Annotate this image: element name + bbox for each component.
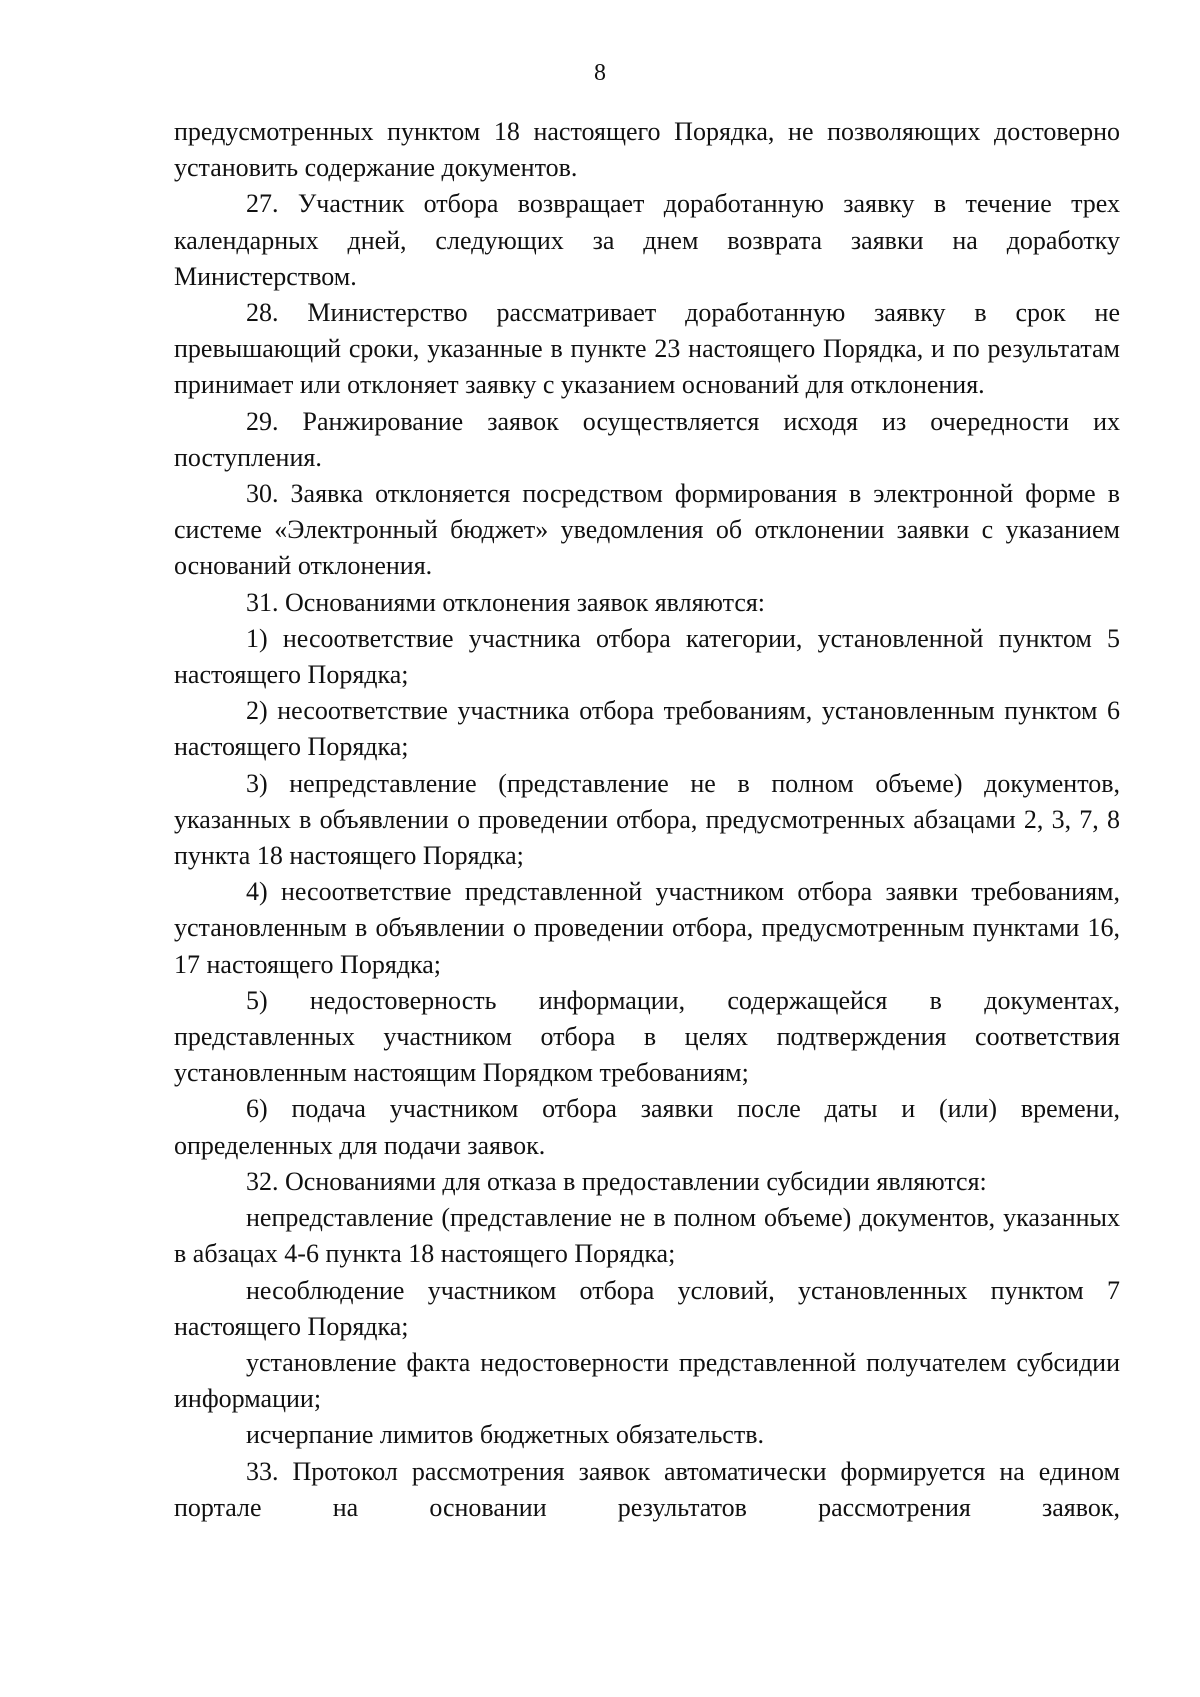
paragraph: 6) подача участником отбора заявки после даты и (или) времени, определенных для подачи заявок. [174,1094,1120,1160]
paragraph: несоблюдение участником отбора условий, установленных пунктом 7 настоящего Порядка; [174,1275,1120,1341]
paragraph: 28. Министерство рассматривает доработанную заявку в срок не превышающий сроки, указанные в пункте 23 настоящего Порядка, и по результатам принимает или отклоняет заявку с указанием оснований для отклонения. [174,298,1120,400]
document-body [174,114,1120,1526]
paragraph: 33. Протокол рассмотрения заявок автоматически формируется на едином портале на основании результатов рассмотрения заявок, [174,1456,1120,1522]
paragraph: 2) несоответствие участника отбора требованиям, установленным пунктом 6 настоящего Порядка; [174,696,1120,762]
paragraph: 4) несоответствие представленной участником отбора заявки требованиям, установленным в объявлении о проведении отбора, предусмотренным пунктами 16, 17 настоящего Порядка; [174,877,1120,979]
paragraph: предусмотренных пунктом 18 настоящего Порядка, не позволяющих достоверно установить содержание документов. [174,117,1120,183]
paragraph: непредставление (представление не в полном объеме) документов, указанных в абзацах 4-6 пункта 18 настоящего Порядка; [174,1203,1120,1269]
paragraph: установление факта недостоверности представленной получателем субсидии информации; [174,1347,1120,1414]
paragraph: 31. Основаниями отклонения заявок являются: [246,587,766,617]
paragraph: 1) несоответствие участника отбора категории, установленной пунктом 5 настоящего Порядка; [174,623,1120,690]
paragraph: 29. Ранжирование заявок осуществляется исходя из очередности их поступления. [174,406,1120,472]
paragraph: 30. Заявка отклоняется посредством формирования в электронной форме в системе «Электронный бюджет» уведомления об отклонении заявки с указанием оснований отклонения. [174,479,1120,581]
paragraph: 5) недостоверность информации, содержащейся в документах, представленных участником отбора в целях подтверждения соответствия установленным настоящим Порядком требованиям; [174,985,1120,1088]
paragraph: 3) непредставление (представление не в полном объеме) документов, указанных в объявлении о проведении отбора, предусмотренных абзацами 2, 3, 7, 8 пункта 18 настоящего Порядка; [174,768,1120,871]
paragraph: исчерпание лимитов бюджетных обязательств. [246,1420,764,1450]
page-number: 8 [594,60,606,86]
paragraph: 32. Основаниями для отказа в предоставлении субсидии являются: [246,1166,987,1196]
paragraph: 27. Участник отбора возвращает доработанную заявку в течение трех календарных дней, следующих за днем возврата заявки на доработку Министерством. [174,189,1120,291]
